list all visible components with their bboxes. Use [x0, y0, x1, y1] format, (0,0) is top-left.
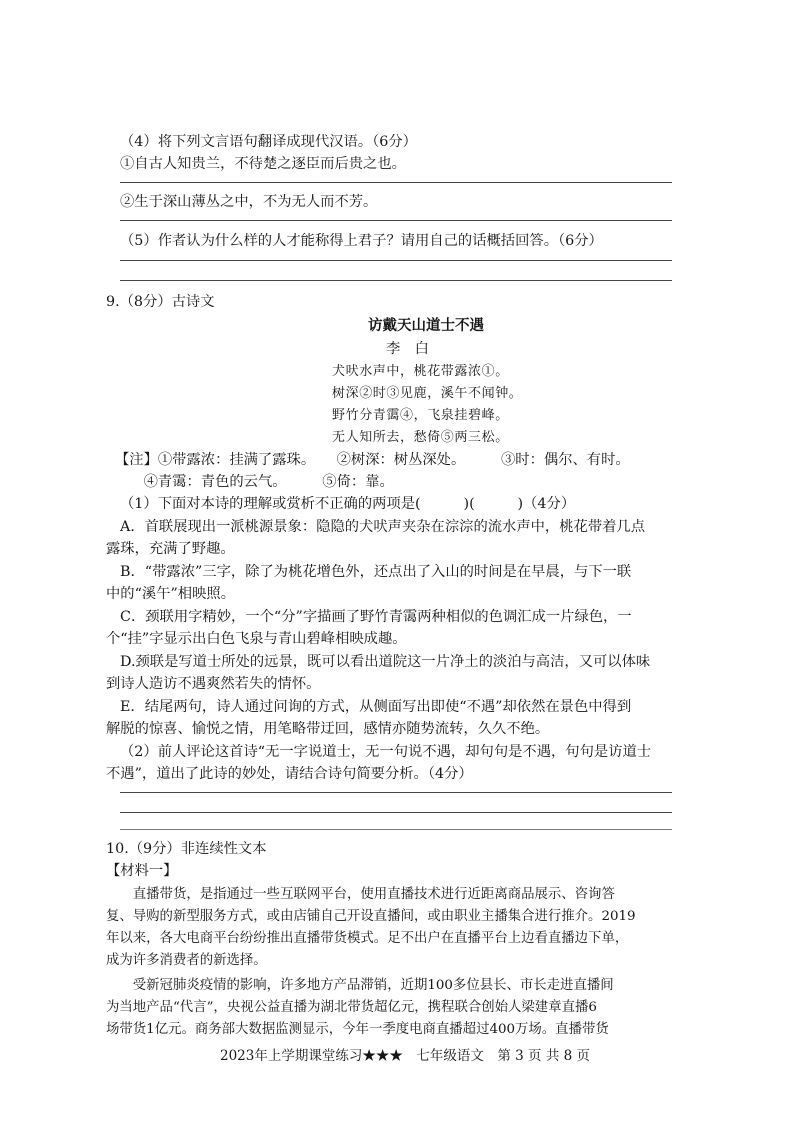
option-e: E．结尾两句，诗人通过问询的方式，从侧面写出即使“不遇”却依然在景色中得到	[120, 699, 632, 715]
option-d: D.颈联是写道士所处的远景，既可以看出道院这一片净土的淡泊与高洁，又可以体味	[120, 654, 651, 670]
option-d-cont: 到诗人造访不遇爽然若失的情怀。	[106, 676, 321, 692]
answer-line	[120, 182, 672, 183]
poem-line-3: 野竹分青霭④，飞泉挂碧峰。	[332, 408, 509, 423]
q10-header: 10.（9分）非连续性文本	[106, 841, 267, 857]
q9-header: 9.（8分）古诗文	[106, 294, 215, 310]
poem-note-2: ④青霭：青色的云气。 ⑤倚：靠。	[115, 474, 394, 490]
option-e-cont: 解脱的惊喜、愉悦之情，用笔略带迂回，感情亦随势流转，久久不绝。	[106, 721, 550, 737]
poem-note-1: 【注】①带露浓：挂满了露珠。 ②树深：树丛深处。 ③时：偶尔、有时。	[115, 452, 630, 468]
page-footer: 2023年上学期课堂练习★★★ 七年级语文 第 3 页 共 8 页	[220, 1048, 590, 1064]
material-para2-line3: 场带货1亿元。商务部大数据监测显示，今年一季度电商直播超过400万场。直播带货	[106, 1022, 609, 1037]
q9-sub1-prompt: （1）下面对本诗的理解或赏析不正确的两项是( )( )（4分）	[120, 496, 576, 512]
q8-sentence-2: ②生于深山薄丛之中，不为无人而不芳。	[120, 194, 378, 210]
answer-line	[120, 280, 672, 281]
q8-sub5-prompt: （5）作者认为什么样的人才能称得上君子？请用自己的话概括回答。（6分）	[120, 233, 603, 249]
material-para1-line3: 年以来，各大电商平台纷纷推出直播带货模式。足不出户在直播平台上边看直播边下单，	[106, 931, 629, 946]
material-para1-line2: 复、导购的新型服务方式，或由店铺自己开设直播间，或由职业主播集合进行推介。2019	[106, 909, 636, 924]
option-a: A．首联展现出一派桃源景象：隐隐的犬吠声夹杂在淙淙的流水声中，桃花带着几点	[120, 519, 646, 535]
option-c-cont: 个“挂”字显示出白色飞泉与青山碧峰相映成趣。	[106, 631, 407, 647]
poem-line-4: 无人知所去，愁倚⑤两三松。	[332, 430, 509, 445]
option-b-cont: 中的“溪午”相映照。	[106, 586, 235, 602]
material-para1-line4: 成为许多消费者的新选择。	[106, 953, 267, 968]
poem-line-1: 犬吠水声中，桃花带露浓①。	[332, 364, 509, 379]
q8-sentence-1: ①自古人知贵兰，不待楚之逐臣而后贵之也。	[120, 156, 406, 172]
answer-line	[120, 792, 672, 793]
material-para1-line1: 直播带货，是指通过一些互联网平台，使用直播技术进行近距离商品展示、咨询答	[106, 887, 615, 902]
q9-sub2-prompt: （2）前人评论这首诗“无一字说道士，无一句说不遇，却句句是不遇，句句是访道士	[120, 744, 652, 760]
option-b: B．“带露浓”三字，除了为桃花增色外，还点出了入山的时间是在早晨，与下一联	[120, 564, 632, 580]
answer-line	[120, 260, 672, 261]
option-c: C．颈联用字精妙，一个“分”字描画了野竹青霭两种相似的色调汇成一片绿色，一	[120, 609, 632, 625]
answer-line	[120, 812, 672, 813]
q8-sub4-prompt: （4）将下列文言语句翻译成现代汉语。（6分）	[120, 134, 417, 150]
q9-sub2-prompt-cont: 不遇”，道出了此诗的妙处，请结合诗句简要分析。（4分）	[106, 766, 473, 782]
answer-line	[120, 829, 672, 830]
poem-author: 李 白	[386, 341, 429, 357]
option-a-cont: 露珠，充满了野趣。	[106, 541, 235, 557]
material-label: 【材料一】	[106, 863, 178, 879]
poem-line-2: 树深②时③见鹿，溪午不闻钟。	[332, 386, 523, 401]
material-para2-line1: 受新冠肺炎疫情的影响，许多地方产品滞销，近期100多位县长、市长走进直播间	[106, 978, 614, 993]
material-para2-line2: 为当地产品“代言”，央视公益直播为湖北带货超亿元，携程联合创始人梁建章直播6	[106, 1000, 597, 1015]
poem-title: 访戴天山道士不遇	[368, 317, 484, 334]
answer-line	[120, 220, 672, 221]
